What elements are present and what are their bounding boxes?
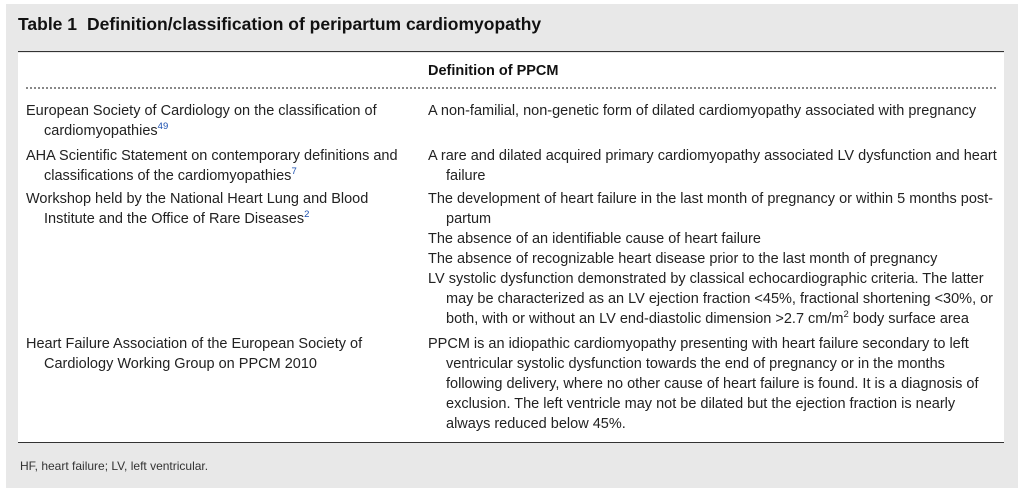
row-4-definition-text: PPCM is an idiopathic cardiomyopathy presenting with heart failure secondary to left ventricular systolic dysfunction towards the end of pregnancy or in the months following delivery, where no other cause of heart failure is found. It is a diagnosis of exclusion. The left ventricle may not be dilated but the ejection fraction is nearly always reduced below 45%. [428, 336, 979, 432]
bottom-rule [18, 442, 1004, 443]
table-frame [6, 4, 1018, 488]
row-2-definition [428, 146, 1000, 186]
row-1-source [26, 101, 406, 141]
row-3-definitions [428, 189, 1000, 329]
row-3-definition-2: The absence of an identifiable cause of heart failure [428, 231, 761, 247]
table-body [18, 53, 1004, 442]
row-3-source [26, 189, 406, 229]
row-1-definition [428, 101, 1000, 121]
row-3-definition-4-text: LV systolic dysfunction demonstrated by classical echocardiographic criteria. The latter may be characterized as an LV ejection fraction <45%, fractional shortening <30%, or both, with or without an LV end-diastolic dimension >2.7 cm/m [428, 271, 994, 327]
row-3-source-text: Workshop held by the National Heart Lung and Blood Institute and the Office of Rare Diseases [26, 191, 369, 227]
column-header: Definition of PPCM [428, 63, 559, 79]
row-1-ref[interactable]: 49 [157, 121, 169, 132]
row-3-definition-1: The development of heart failure in the last month of pregnancy or within 5 months post-partum [428, 191, 994, 227]
table-footnote: HF, heart failure; LV, left ventricular. [20, 459, 209, 473]
top-rule [18, 51, 1004, 52]
row-2-source [26, 146, 406, 186]
row-3-definition-4 [428, 269, 1000, 329]
row-1-source-text: European Society of Cardiology on the classification of cardiomyopathies [26, 103, 377, 139]
table-number: Table 1 [18, 14, 78, 34]
table-title [18, 14, 541, 35]
row-3-definition-3: The absence of recognizable heart disease prior to the last month of pregnancy [428, 251, 938, 267]
row-3-ref[interactable]: 2 [304, 209, 310, 220]
unit-superscript: 2 [843, 309, 849, 320]
table-caption: Definition/classification of peripartum cardiomyopathy [87, 14, 542, 34]
row-2-ref[interactable]: 7 [291, 166, 297, 177]
header-divider [26, 87, 996, 89]
row-4-source [26, 334, 406, 374]
row-2-source-text: AHA Scientific Statement on contemporary definitions and classifications of the cardiomyopathies [26, 148, 398, 184]
row-2-definition-text: A rare and dilated acquired primary cardiomyopathy associated LV dysfunction and heart failure [428, 148, 997, 184]
row-4-definition [428, 334, 1000, 434]
row-4-source-text: Heart Failure Association of the European Society of Cardiology Working Group on PPCM 2010 [26, 336, 363, 372]
row-1-definition-text: A non-familial, non-genetic form of dilated cardiomyopathy associated with pregnancy [428, 103, 977, 119]
row-3-definition-4-tail: body surface area [848, 311, 969, 327]
